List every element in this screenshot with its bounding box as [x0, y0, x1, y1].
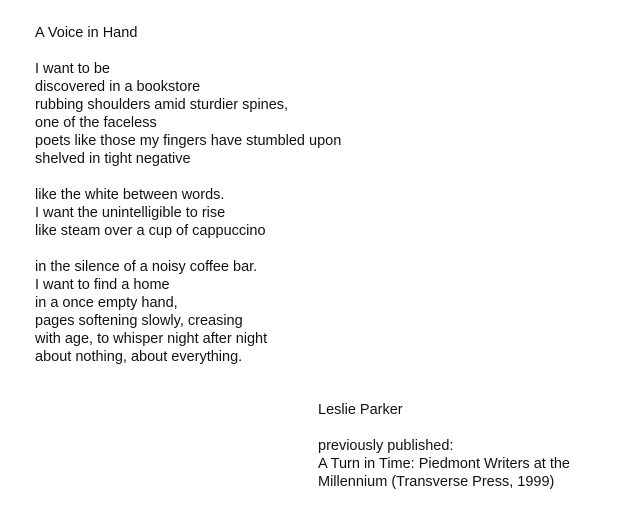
poem-line: with age, to whisper night after night: [35, 331, 268, 347]
poem-line: I want the unintelligible to rise: [35, 205, 226, 221]
poem-line: poets like those my fingers have stumbled upon: [35, 133, 342, 149]
publication-note: [318, 437, 623, 491]
poem-line: like steam over a cup of cappuccino: [35, 223, 266, 239]
poem-line: shelved in tight negative: [35, 151, 191, 167]
poem-line: discovered in a bookstore: [35, 79, 201, 95]
poem-line: in a once empty hand,: [35, 295, 178, 311]
attribution-block: [318, 401, 623, 491]
poem-stanza-2: [35, 186, 266, 240]
poem-line: one of the faceless: [35, 115, 157, 131]
publication-label: previously published:: [318, 438, 454, 454]
poem-title: A Voice in Hand: [35, 25, 138, 41]
poem-line: in the silence of a noisy coffee bar.: [35, 259, 258, 275]
author-name: Leslie Parker: [318, 402, 403, 418]
poem-stanza-1: [35, 60, 341, 168]
poem-line: about nothing, about everything.: [35, 349, 243, 365]
publication-title-line: Millennium (Transverse Press, 1999): [318, 474, 555, 490]
poem-stanza-3: [35, 258, 267, 366]
poem-line: I want to be: [35, 61, 110, 77]
publication-title-line: A Turn in Time: Piedmont Writers at the: [318, 456, 570, 472]
poem-line: rubbing shoulders amid sturdier spines,: [35, 97, 289, 113]
poem-line: I want to find a home: [35, 277, 170, 293]
poem-line: like the white between words.: [35, 187, 225, 203]
poem-line: pages softening slowly, creasing: [35, 313, 243, 329]
